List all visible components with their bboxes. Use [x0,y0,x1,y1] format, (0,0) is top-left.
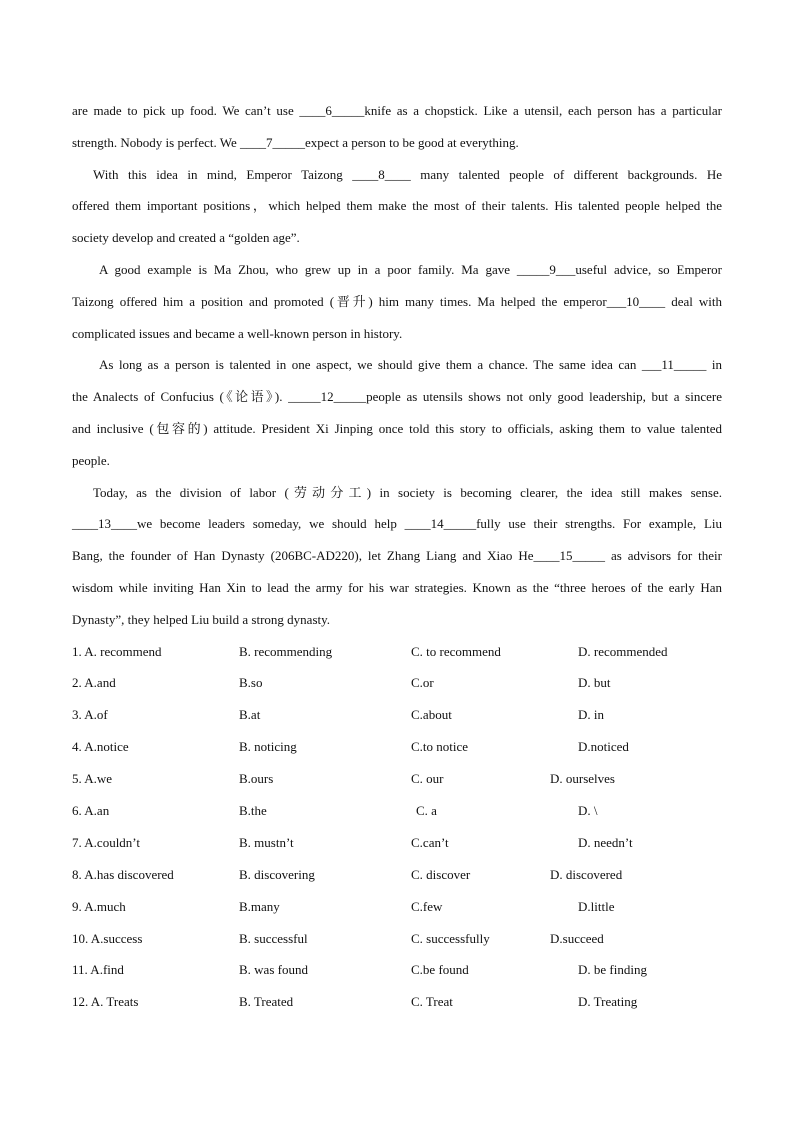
passage-line: ____13____we become leaders someday, we should help ____14_____fully use their strengths. For example, Liu [72,516,722,532]
passage-line: Today, as the division of labor (劳动分工) in society is becoming clearer, the idea still makes sense. [93,484,722,500]
option-a: 7. A.couldn’t [72,834,141,850]
passage-line: With this idea in mind, Emperor Taizong ____8____ many talented people of different backgrounds. He [93,166,722,182]
option-row [72,827,722,859]
passage-line: Bang, the founder of Han Dynasty (206BC-AD220), let Zhang Liang and Xiao He____15_____ as advisors for their [72,548,722,564]
option-row [72,636,722,668]
passage-line: Taizong offered him a position and promoted (晋升) him many times. Ma helped the emperor___10____ deal with [72,293,722,309]
option-c: C. to recommend [411,643,501,659]
option-b: B.ours [239,771,274,787]
passage-line: people. [72,452,110,468]
option-row [72,731,722,763]
passage-line: and inclusive (包容的) attitude. President Xi Jinping once told this story to officials, asking them to value talented [72,420,722,436]
option-row [72,795,722,827]
option-b: B.many [239,898,280,914]
option-d: D. but [578,675,611,691]
option-a: 4. A.notice [72,739,129,755]
option-d: D. Treating [578,994,638,1010]
option-d: D. needn’t [578,834,633,850]
option-d: D. be finding [578,962,647,978]
passage-line: society develop and created a “golden age”. [72,230,300,246]
option-a: 3. A.of [72,707,108,723]
option-b: B. successful [239,930,308,946]
option-c: C. our [411,771,444,787]
option-row [72,763,722,795]
passage-line: A good example is Ma Zhou, who grew up in a poor family. Ma gave _____9___useful advice, so Emperor [99,261,722,277]
option-b: B. noticing [239,739,297,755]
option-b: B.at [239,707,261,723]
passage [72,95,722,636]
option-d: D. in [578,707,604,723]
option-c: C. successfully [411,930,490,946]
options-list [72,636,722,1019]
passage-line: Dynasty”, they helped Liu build a strong dynasty. [72,611,331,627]
option-c: C.or [411,675,434,691]
option-a: 6. A.an [72,803,110,818]
option-a: 11. A.find [72,962,124,978]
option-row [72,923,722,955]
passage-line: wisdom while inviting Han Xin to lead the army for his war strategies. Known as the “three heroes of the early Han [72,579,722,595]
option-d: D.little [578,898,615,914]
option-d: D. recommended [578,643,668,659]
option-c: C. discover [411,866,471,882]
option-a: 5. A.we [72,771,113,787]
option-row [72,699,722,731]
option-d: D.noticed [578,739,629,755]
option-b: B. recommending [239,643,333,659]
option-d: D.succeed [550,930,604,946]
option-c: C.few [411,898,443,914]
option-b: B. discovering [239,866,315,882]
option-a: 8. A.has discovered [72,866,174,882]
option-a: 9. A.much [72,898,126,914]
option-row [72,667,722,699]
option-d: D. discovered [550,866,623,882]
option-row [72,891,722,923]
passage-line: are made to pick up food. We can’t use ____6_____knife as a chopstick. Like a utensil, each person has a particular [72,103,722,118]
passage-line: strength. Nobody is perfect. We ____7_____expect a person to be good at everything. [72,134,519,150]
passage-line: As long as a person is talented in one aspect, we should give them a chance. The same idea can ___11_____ in [99,357,722,373]
option-b: B. Treated [239,994,294,1010]
option-b: B. mustn’t [239,834,294,850]
passage-line: complicated issues and became a well-known person in history. [72,325,403,341]
option-b: B.the [239,803,267,818]
option-a: 2. A.and [72,675,116,691]
option-b: B.so [239,675,263,691]
option-d: D. \ [578,803,598,818]
option-d: D. ourselves [550,771,615,787]
passage-line: offered them important positions，which helped them make the most of their talents. His talented people helped the [72,198,722,214]
passage-line: the Analects of Confucius (《论语》). _____12_____people as utensils shows not only good leadership, but a sincere [72,389,722,405]
option-c: C.can’t [411,834,449,850]
option-c: C.be found [411,962,469,978]
option-row [72,986,722,1018]
option-a: 12. A. Treats [72,994,139,1010]
document-page [72,95,722,1018]
option-row [72,859,722,891]
option-row [72,954,722,986]
option-c: C.about [411,707,452,723]
option-b: B. was found [239,962,308,978]
option-c: C. Treat [411,994,453,1010]
option-c: C. a [416,803,437,818]
option-c: C.to notice [411,739,469,755]
option-a: 1. A. recommend [72,643,162,659]
option-a: 10. A.success [72,930,143,946]
